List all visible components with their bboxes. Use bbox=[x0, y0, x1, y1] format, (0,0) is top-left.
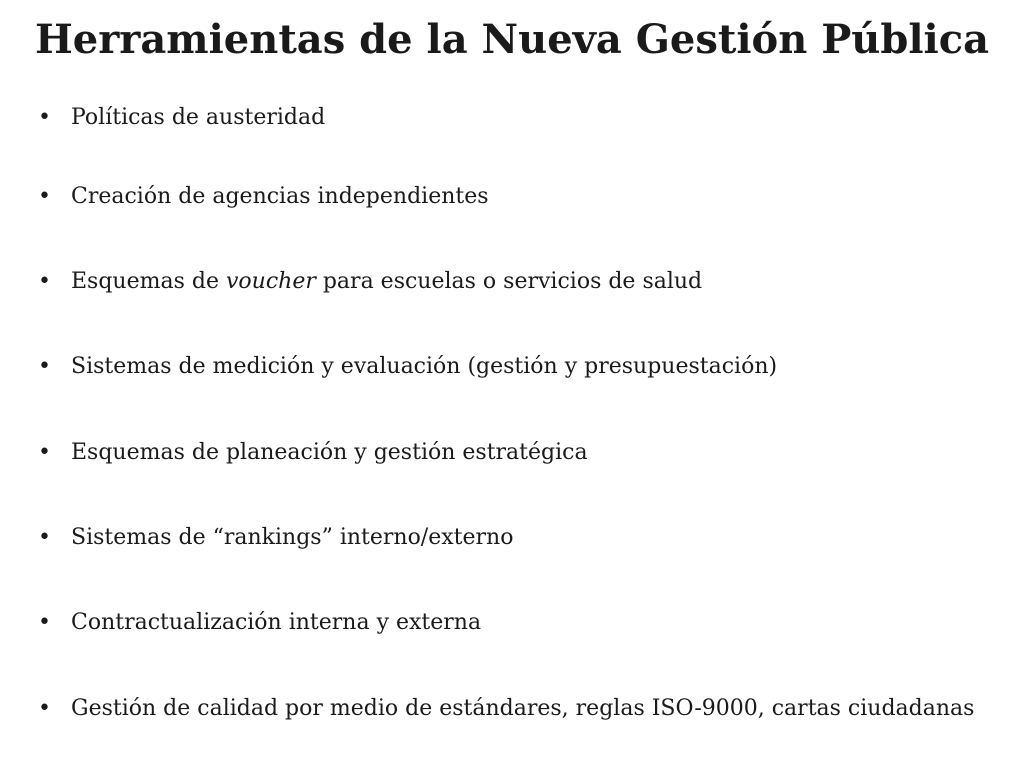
list-item bbox=[38, 609, 1008, 637]
bullet-icon: • bbox=[38, 525, 51, 550]
list-item bbox=[38, 353, 1008, 381]
list-item-text: Contractualización interna y externa bbox=[71, 610, 482, 635]
list-item bbox=[38, 268, 1008, 296]
list-item-text: Políticas de austeridad bbox=[71, 105, 326, 130]
bullet-icon: • bbox=[38, 354, 51, 379]
slide-title: Herramientas de la Nueva Gestión Pública bbox=[34, 16, 990, 63]
list-item bbox=[38, 695, 1008, 723]
list-item bbox=[38, 183, 1008, 211]
list-item-text: Sistemas de medición y evaluación (gestión y presupuestación) bbox=[71, 354, 778, 379]
bullet-icon: • bbox=[38, 184, 51, 209]
list-item-text: Sistemas de “rankings” interno/externo bbox=[71, 525, 514, 550]
list-item bbox=[38, 524, 1008, 552]
list-item-text: Esquemas de planeación y gestión estratégica bbox=[71, 440, 588, 465]
list-item bbox=[38, 104, 1008, 132]
bullet-icon: • bbox=[38, 610, 51, 635]
bullet-icon: • bbox=[38, 269, 51, 294]
list-item-text: Creación de agencias independientes bbox=[71, 184, 489, 209]
bullet-icon: • bbox=[38, 696, 51, 721]
bullet-icon: • bbox=[38, 105, 51, 130]
bullet-icon: • bbox=[38, 440, 51, 465]
list-item-text: Esquemas de voucher para escuelas o servicios de salud bbox=[71, 269, 703, 294]
list-item bbox=[38, 439, 1008, 467]
list-item-text: Gestión de calidad por medio de estándares, reglas ISO-9000, cartas ciudadanas bbox=[71, 696, 975, 721]
